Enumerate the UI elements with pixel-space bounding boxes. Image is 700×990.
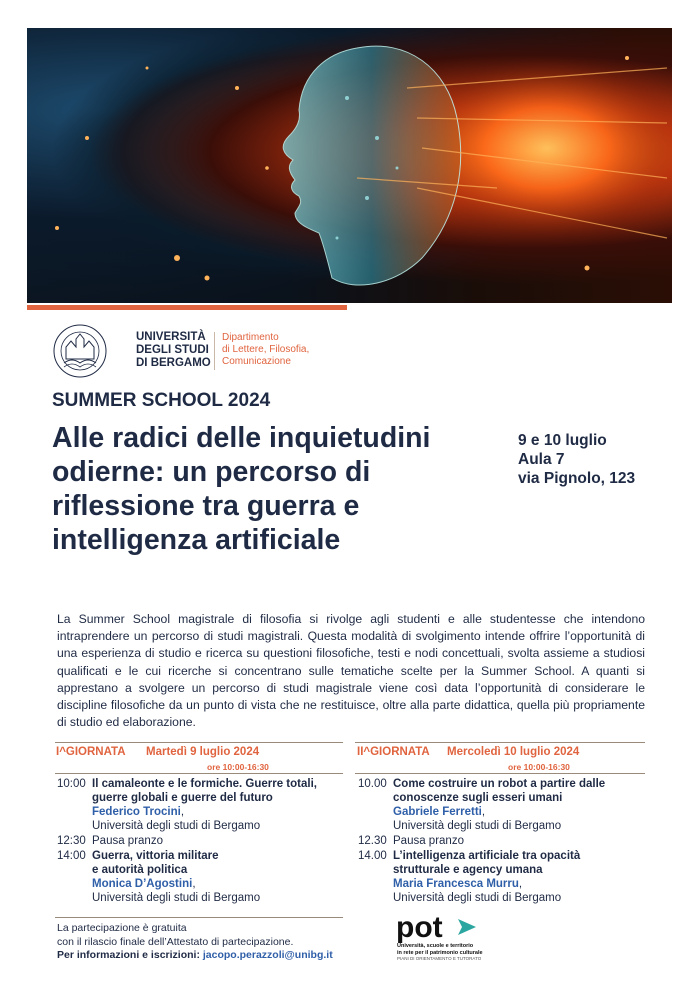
- speaker-name: Gabriele Ferretti: [393, 806, 482, 818]
- day-1-rule: [55, 742, 343, 743]
- accent-bar: [27, 305, 347, 310]
- intro-paragraph: La Summer School magistrale di filosofia si rivolge agli studenti e alle studentesse che intendono intraprendere un percorso di studi magistrali. Questa modalità di svolgimento intende offrire l’opportunità di una esperienza di studio e ricerca su questioni filosofiche, testi e nodi concettuali, svolta assieme a studiosi qualificati e le cui ricerche si concentrano sulle tematiche scelte per la Summer School. A quanti si apprestano a svolgere un percorso di studi magistrale viene così data l’opportunità di considerare le discipline filosofiche da un punto di vista che ne restituisce, oltre alla parte didattica, quella più propriamente di studio ed elaborazione.: [57, 612, 645, 730]
- event-dates: 9 e 10 luglio: [518, 432, 607, 449]
- day-2-rule-bottom: [355, 773, 645, 774]
- day-1-rule-bottom: [55, 773, 343, 774]
- day-1-hours: ore 10:00-16:30: [207, 762, 269, 772]
- schedule-item: 14.00 L’intelligenza artificiale tra opacità strutturale e agency umana Maria Francesca Murru, Università degli studi di Bergamo: [358, 850, 581, 904]
- university-name: UNIVERSITÀ DEGLI STUDI DI BERGAMO: [136, 331, 211, 369]
- schedule-item: 12.30 Pausa pranzo: [358, 835, 464, 847]
- event-title: Alle radici delle inquietudini odierne: un percorso di riflessione tra guerra e intelligenza artificiale: [52, 422, 431, 556]
- schedule-item: 12:30 Pausa pranzo: [57, 835, 163, 847]
- day-2-label: II^GIORNATA: [357, 746, 430, 758]
- ai-head-illustration: [27, 28, 672, 303]
- footer-info: La partecipazione è gratuita con il rilascio finale dell’Attestato di partecipazione. Per informazioni e iscrizioni: jacopo.perazzoli@unibg.it: [57, 922, 333, 961]
- schedule-item: 10:00 Il camaleonte e le formiche. Guerre totali, guerre globali e guerre del futuro Federico Trocini, Università degli studi di Bergamo: [57, 778, 317, 832]
- speaker-name: Federico Trocini: [92, 806, 181, 818]
- department-name: Dipartimento di Lettere, Filosofia, Comunicazione: [222, 332, 310, 367]
- event-when: [518, 431, 635, 488]
- speaker-name: Maria Francesca Murru: [393, 878, 519, 890]
- day-1-label: I^GIORNATA: [56, 746, 126, 758]
- event-series: SUMMER SCHOOL 2024: [52, 390, 271, 411]
- day-2-rule: [355, 742, 645, 743]
- day-2-date: Mercoledì 10 luglio 2024: [447, 746, 580, 758]
- university-seal-icon: [52, 323, 126, 379]
- schedule-item: 10.00 Come costruire un robot a partire dalle conoscenze sugli esseri umani Gabriele Ferretti, Università degli studi di Bergamo: [358, 778, 606, 832]
- pot-subtitle: Università, scuole e territorio in rete per il patrimonio culturale: [397, 943, 483, 956]
- arrow-icon: [458, 919, 476, 935]
- info-label: Per informazioni e iscrizioni:: [57, 949, 200, 961]
- pot-logo: [396, 911, 486, 943]
- contact-email-link[interactable]: jacopo.perazzoli@unibg.it: [202, 949, 333, 961]
- logo-separator: [214, 332, 215, 370]
- event-room: Aula 7: [518, 451, 565, 468]
- day-2-schedule: [358, 777, 605, 905]
- footer-rule: [55, 917, 343, 918]
- pot-tagline: PIANI DI ORIENTAMENTO E TUTORATO: [397, 956, 482, 961]
- schedule-item: 14:00 Guerra, vittoria militare e autorità politica Monica D’Agostini, Università degli studi di Bergamo: [57, 850, 261, 904]
- event-address: via Pignolo, 123: [518, 470, 636, 487]
- day-1-date: Martedì 9 luglio 2024: [146, 746, 260, 758]
- day-2-hours: ore 10:00-16:30: [508, 762, 570, 772]
- day-1-schedule: [57, 777, 317, 905]
- hero-image-ai-head: [27, 28, 672, 303]
- pot-logo-text: pot: [396, 911, 443, 943]
- speaker-name: Monica D’Agostini: [92, 878, 193, 890]
